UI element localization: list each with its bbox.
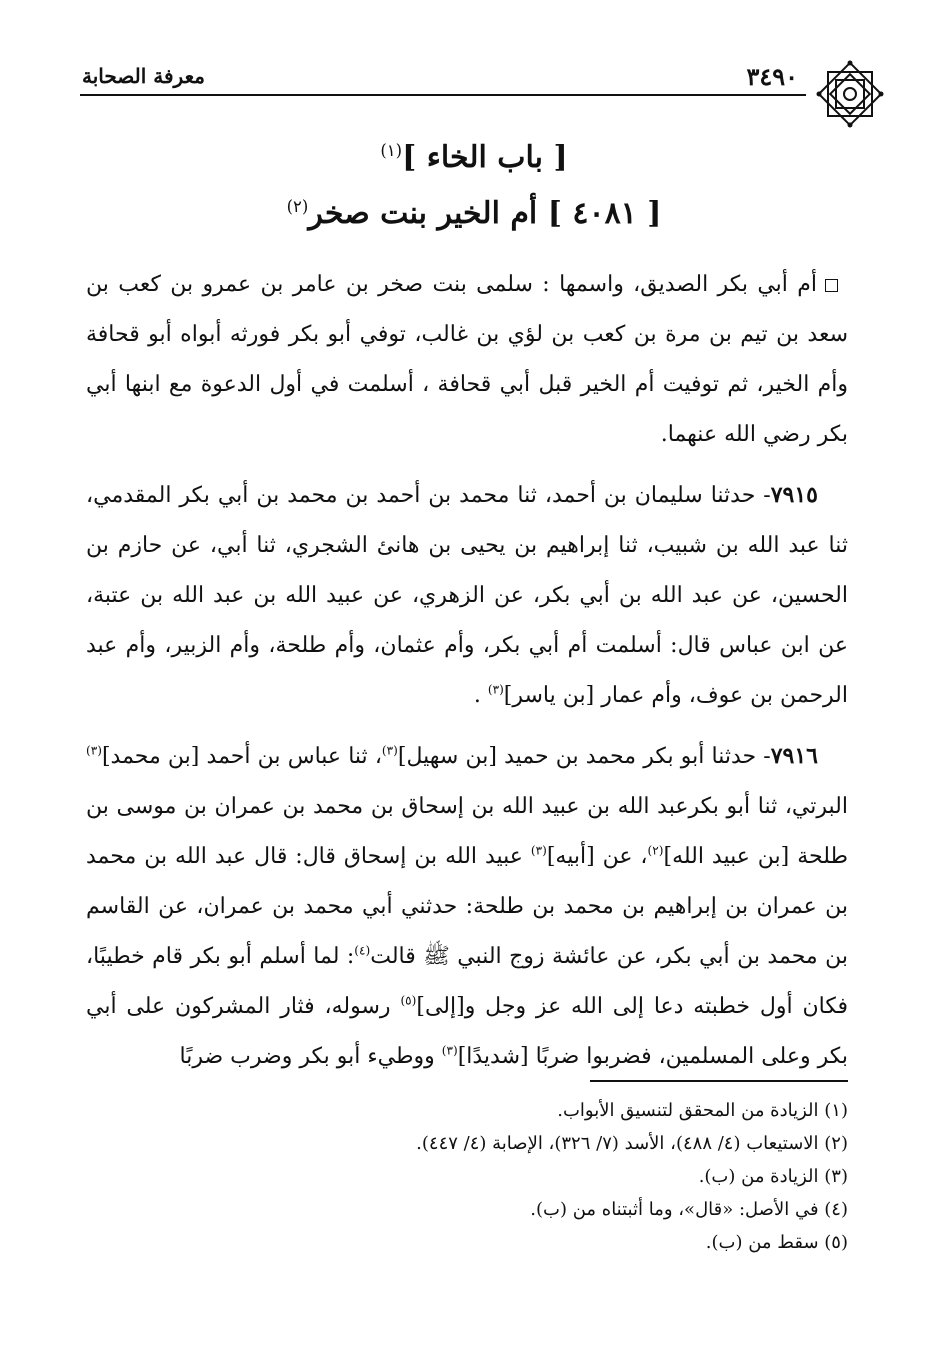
entry-heading — [80, 196, 868, 231]
chapter-title: [ باب الخاء ] — [402, 140, 568, 175]
hadith-7915 — [86, 470, 848, 721]
hadith-text: ، عن [أبيه] — [546, 844, 648, 869]
footnote-ref: (٢) — [286, 197, 309, 216]
octagram-ornament-icon — [816, 60, 884, 128]
footnote-ref: (٤) — [354, 943, 371, 958]
hadith-text: رسوله، فثار المشركون على أبي بكر وعلى المسلمين، فضربوا ضربًا [شديدًا] — [86, 994, 848, 1069]
running-title: معرفة الصحابة — [82, 64, 205, 88]
chapter-heading — [80, 140, 868, 175]
hadith-text: . — [473, 683, 488, 708]
intro-paragraph — [86, 260, 848, 460]
footnote-divider — [590, 1080, 848, 1082]
hadith-7916 — [86, 731, 848, 1082]
hadith-text: ووطيء أبو بكر وضرب ضربًا — [179, 1044, 442, 1069]
header-divider — [80, 94, 806, 96]
footnote: (٥) سقط من (ب). — [705, 1232, 848, 1253]
hadith-text: - حدثنا أبو بكر محمد بن حميد [بن سهيل] — [397, 744, 771, 769]
footnote: (٤) في الأصل: «قال»، وما أثبتناه من (ب). — [530, 1199, 848, 1220]
footnote: (٢) الاستيعاب (٤/ ٤٨٨)، الأسد (٧/ ٣٢٦)، الإصابة (٤/ ٤٤٧). — [416, 1133, 848, 1154]
page-number: ٣٤٩٠ — [746, 62, 798, 91]
footnote-ref: (٣) — [86, 743, 102, 758]
footnote: (٣) الزيادة من (ب). — [698, 1166, 848, 1187]
entry-title: [ ٤٠٨١ ] أم الخير بنت صخر — [308, 196, 662, 231]
hadith-number: ٧٩١٦ — [770, 743, 818, 769]
footnote-ref: (٣) — [381, 743, 398, 758]
hadith-text: - حدثنا سليمان بن أحمد، ثنا محمد بن أحمد بن محمد بن أبي بكر المقدمي، ثنا عبد الله بن شبيب، ثنا إبراهيم بن يحيى بن هانئ الشجري، ثنا أبي، عن حازم بن الحسين، عن عبد الله بن أبي بكر، عن الزهري، عن عبيد الله بن عبد الله بن عتبة، عن ابن عباس قال: أسلمت أم أبي بكر، وأم عثمان، وأم طلحة، وأم الزبير، وأم عبد الرحمن بن عوف، وأم عمار [بن ياسر] — [86, 483, 848, 708]
footnote-ref: (٢) — [647, 843, 664, 858]
footnote-ref: (٥) — [400, 993, 417, 1008]
main-text — [86, 260, 848, 1092]
footnote: (١) الزيادة من المحقق لتنسيق الأبواب. — [557, 1100, 848, 1121]
hadith-text: : لما أسلم أبو بكر قام خطيبًا، فكان أول خطبته دعا إلى الله عز وجل و[إلى] — [86, 944, 848, 1019]
footnote-ref: (٣) — [530, 843, 547, 858]
intro-text: أم أبي بكر الصديق، واسمها : سلمى بنت صخر بن عامر بن عمرو بن كعب بن سعد بن تيم بن مرة بن كعب بن لؤي بن غالب، توفي أبو بكر فورثه أبواه أبو قحافة وأم الخير، ثم توفيت أم الخير قبل أبي قحافة ، أسلمت في أول الدعوة مع ابنها أبي بكر رضي الله عنهما. — [86, 272, 848, 447]
hadith-text: ، ثنا عباس بن أحمد [بن محمد] — [101, 744, 382, 769]
hadith-text: البرتي، ثنا أبو بكرعبد الله بن عبيد الله بن إسحاق بن محمد بن عمران بن موسى بن طلحة [بن عبيد الله] — [86, 794, 849, 869]
footnote-ref: (١) — [380, 141, 403, 160]
footnote-ref: (٣) — [487, 682, 504, 697]
hadith-number: ٧٩١٥ — [770, 482, 818, 508]
footnotes — [86, 1094, 848, 1259]
hadith-text: عبيد الله بن إسحاق قال: قال عبد الله بن محمد بن عمران بن إبراهيم بن محمد بن طلحة: حدثني أبي محمد بن عمران، عن القاسم بن محمد بن أبي بكر، عن عائشة زوج النبي ﷺ قالت — [86, 844, 848, 969]
square-bullet-icon — [825, 279, 838, 292]
footnote-ref: (٣) — [441, 1043, 458, 1058]
